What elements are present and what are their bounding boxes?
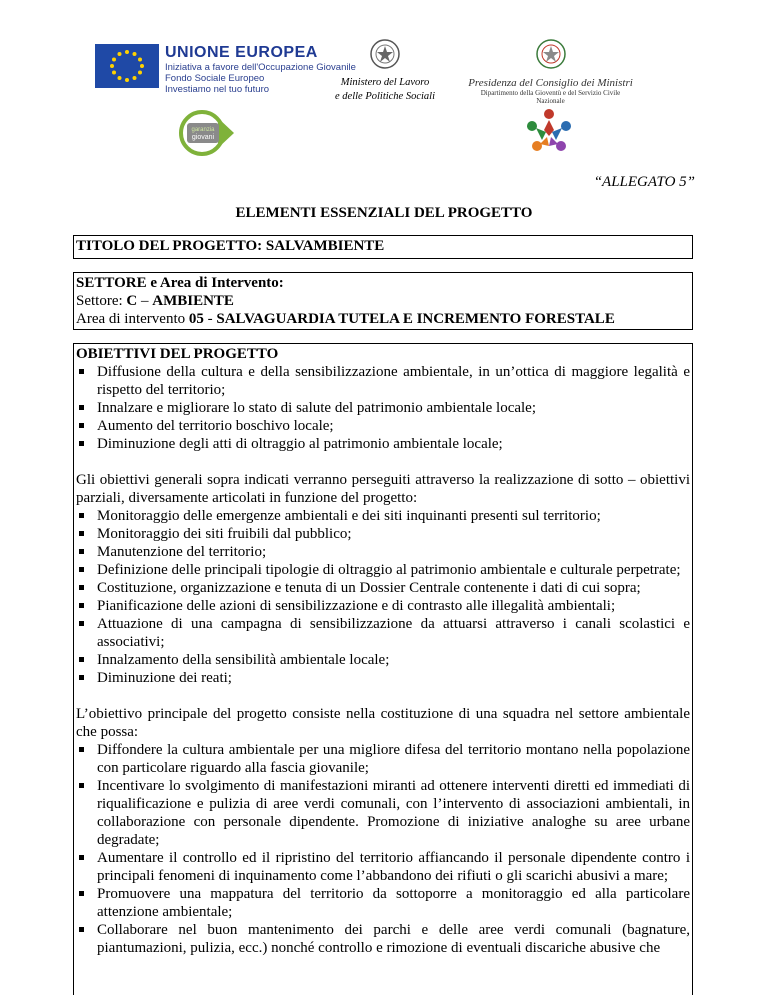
garanzia-logo-line: giovani — [191, 134, 215, 141]
ministry-line: Ministero del Lavoro — [340, 77, 430, 88]
area-label: Area di intervento — [76, 311, 189, 327]
eu-logo — [95, 44, 356, 95]
obiettivi-box — [73, 343, 693, 995]
list-item: Diminuzione dei reati; — [76, 669, 690, 687]
list-item: Innalzamento della sensibilità ambientale locale; — [76, 651, 690, 669]
list-item: Promuovere una mappatura del territorio da sottoporre a monitoraggio ed alla particolare attenzione ambientale; — [76, 885, 690, 921]
area-name: SALVAGUARDIA TUTELA E INCREMENTO FORESTALE — [216, 311, 615, 327]
obiettivi-list-2 — [76, 507, 690, 687]
list-item: Pianificazione delle azioni di sensibilizzazione e di contrasto alle illegalità ambientali; — [76, 597, 690, 615]
header-logos — [0, 0, 768, 165]
eu-flag-icon — [95, 44, 159, 88]
settore-sep: – — [137, 293, 153, 309]
list-item: Manutenzione del territorio; — [76, 543, 690, 561]
list-item: Diffondere la cultura ambientale per una migliore difesa del territorio montano nella popolazione con particolare riguardo alla fascia giovanile; — [76, 741, 690, 777]
allegato-label: “ALLEGATO 5” — [593, 174, 695, 190]
list-item: Definizione delle principali tipologie di oltraggio al patrimonio ambientale e culturale perpetrate; — [76, 561, 690, 579]
area-code: 05 — [188, 311, 204, 327]
paragraph: L’obiettivo principale del progetto consiste nella costituzione di una squadra nel settore ambientale che possa: — [76, 706, 690, 740]
ministry-line: e delle Politiche Sociali — [335, 91, 436, 102]
obiettivi-list-1 — [76, 363, 690, 453]
titolo-box — [73, 235, 693, 259]
list-item: Diffusione della cultura e della sensibilizzazione ambientale, in un’ottica di maggiore legalità e rispetto del territorio; — [76, 363, 690, 399]
obiettivi-heading: OBIETTIVI DEL PROGETTO — [76, 346, 279, 362]
list-item: Innalzare e migliorare lo stato di salute del patrimonio ambientale locale; — [76, 399, 690, 417]
settore-heading: SETTORE e Area di Intervento: — [76, 275, 284, 291]
settore-code: C — [126, 293, 138, 309]
servizio-civile-logo — [522, 106, 576, 161]
eu-line: Investiamo nel tuo futuro — [165, 84, 270, 95]
eu-line: Iniziativa a favore dell'Occupazione Giovanile — [165, 62, 356, 73]
titolo-progetto: TITOLO DEL PROGETTO: SALVAMBIENTE — [76, 238, 385, 254]
list-item: Aumento del territorio boschivo locale; — [76, 417, 690, 435]
settore-line — [76, 292, 690, 310]
list-item: Diminuzione degli atti di oltraggio al patrimonio ambientale locale; — [76, 435, 690, 453]
list-item: Costituzione, organizzazione e tenuta di un Dossier Centrale contenente i dati di cui sopra; — [76, 579, 690, 597]
presidenza-line: Presidenza del Consiglio dei Ministri — [468, 77, 633, 89]
paragraph: Gli obiettivi generali sopra indicati verranno perseguiti attraverso la realizzazione di sotto – obiettivi parziali, diversamente articolati in funzione del progetto: — [76, 472, 690, 506]
ministry-logo — [335, 38, 435, 103]
list-item: Attuazione di una campagna di sensibilizzazione da attuarsi attraverso i canali scolastici e associativi; — [76, 615, 690, 651]
garanzia-giovani-logo — [178, 108, 238, 163]
list-item: Incentivare lo svolgimento di manifestazioni miranti ad ottenere interventi diretti ed immediati di riqualificazione e pulizia di aree verdi comunali, con l’intervento di associazioni ambientali, in collaborazione con personale dipendente. Promozione di iniziative analoghe su aree urbane degradate; — [76, 777, 690, 849]
eu-line: Fondo Sociale Europeo — [165, 73, 265, 84]
republic-emblem-icon — [535, 38, 567, 70]
settore-name: AMBIENTE — [152, 293, 234, 309]
presidenza-sub: Dipartimento della Gioventù e del Servizio Civile Nazionale — [480, 89, 621, 105]
settore-label: Settore: — [76, 293, 127, 309]
obiettivi-list-3 — [76, 741, 690, 957]
eu-title: UNIONE EUROPEA — [165, 44, 318, 61]
settore-box — [73, 272, 693, 330]
republic-emblem-icon — [369, 38, 401, 70]
list-item: Aumentare il controllo ed il ripristino del territorio affiancando il personale dipendente contro i principali fenomeni di inquinamento come l’abbandono dei rifiuti o gli scarichi abusivi a mare; — [76, 849, 690, 885]
presidenza-logo — [468, 38, 633, 105]
list-item: Monitoraggio dei siti fruibili dal pubblico; — [76, 525, 690, 543]
list-item: Monitoraggio delle emergenze ambientali e dei siti inquinanti presenti sul territorio; — [76, 507, 690, 525]
document-title: ELEMENTI ESSENZIALI DEL PROGETTO — [235, 205, 533, 221]
area-sep: - — [203, 311, 217, 327]
garanzia-logo-line: garanzia — [191, 127, 215, 133]
list-item: Collaborare nel buon mantenimento dei parchi e delle aree verdi comunali (bagnature, piantumazioni, pulizia, ecc.) nonché controllo e rimozione di eventuali discariche abusive che — [76, 921, 690, 957]
area-line — [76, 310, 690, 328]
